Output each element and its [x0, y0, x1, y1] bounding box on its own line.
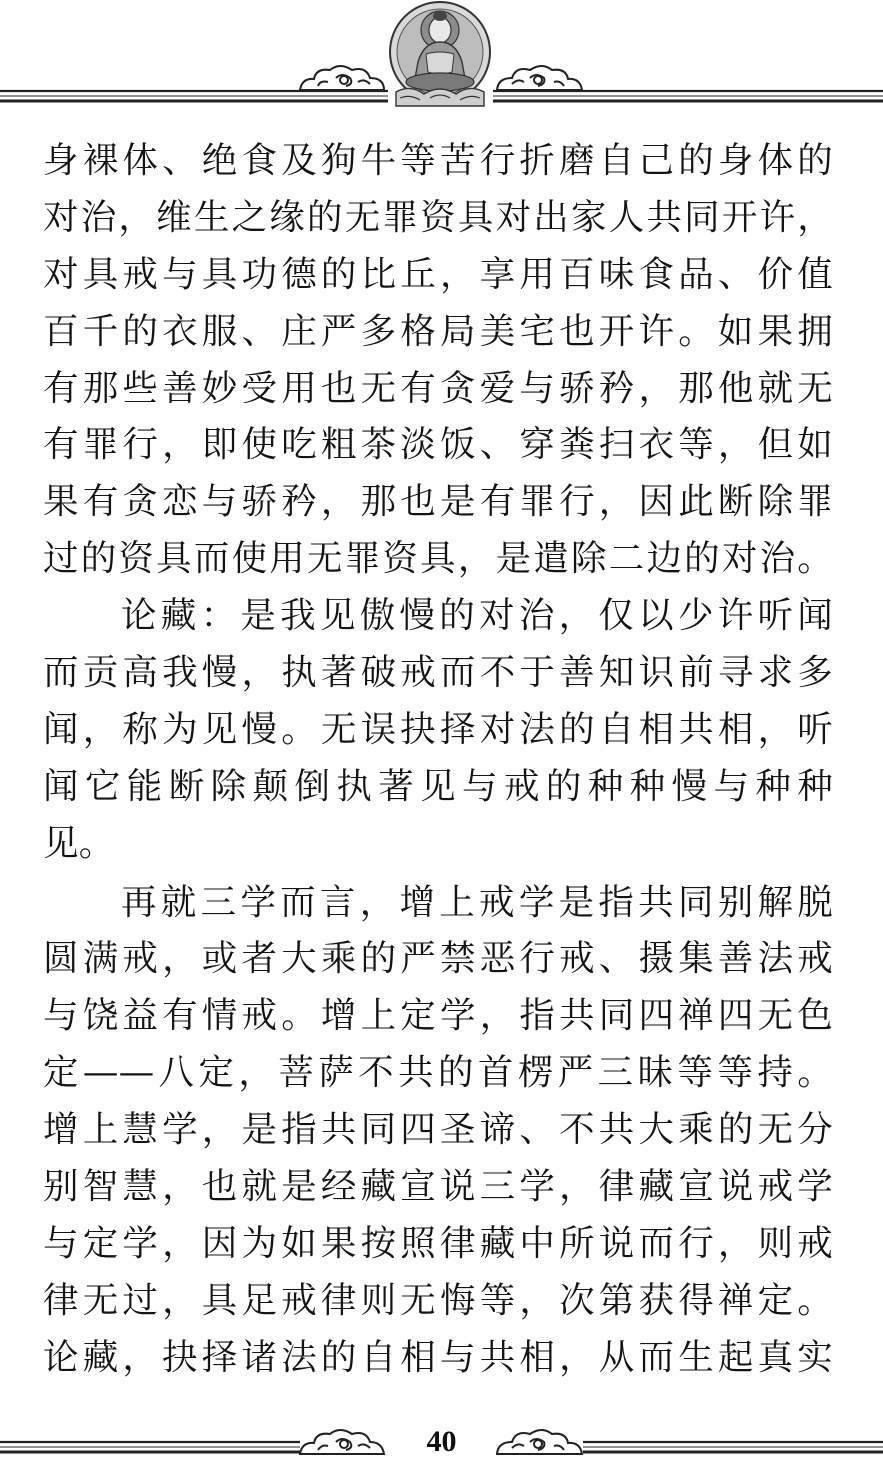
text-line: 过的资具而使用无罪资具，是遣除二边的对治。 — [43, 538, 833, 580]
paragraph-start-line: 论藏：是我见傲慢的对治，仅以少许听闻 — [121, 595, 833, 637]
paragraph-start-line: 再就三学而言，增上戒学是指共同别解脱 — [121, 881, 833, 923]
header-ornament — [0, 0, 883, 118]
text-line: 论藏，抉择诸法的自相与共相，从而生起真实 — [43, 1336, 833, 1378]
text-line: 与定学，因为如果按照律藏中所说而行，则戒 — [43, 1222, 833, 1264]
text-line: 有罪行，即使吃粗茶淡饭、穿粪扫衣等，但如 — [43, 424, 833, 466]
cloud-scroll-right-icon — [497, 66, 582, 90]
text-line: 与饶益有情戒。增上定学，指共同四禅四无色 — [43, 995, 833, 1037]
text-line: 身裸体、绝食及狗牛等苦行折磨自己的身体的 — [43, 140, 833, 181]
text-line: 百千的衣服、庄严多格局美宅也开许。如果拥 — [43, 310, 833, 352]
text-line: 闻，称为见慢。无误抉择对法的自相共相，听 — [43, 708, 833, 750]
text-line: 闻它能断除颠倒执著见与戒的种种慢与种种 — [43, 765, 833, 807]
text-line: 见。 — [43, 822, 115, 864]
body-text — [43, 133, 833, 1387]
text-line: 有那些善妙受用也无有贪爱与骄矜，那他就无 — [43, 367, 833, 409]
page-number: 40 — [426, 1425, 457, 1458]
text-line: 对具戒与具功德的比丘，享用百味食品、价值 — [43, 253, 833, 295]
text-line: 对治，维生之缘的无罪资具对出家人共同开许， — [43, 196, 833, 238]
text-line: 别智慧，也就是经藏宣说三学，律藏宣说戒学 — [43, 1166, 833, 1208]
cloud-scroll-left-icon — [300, 66, 384, 90]
text-line: 圆满戒，或者大乘的严禁恶行戒、摄集善法戒 — [43, 938, 833, 980]
text-line: 定——八定，菩萨不共的首楞严三昧等等持。 — [43, 1052, 833, 1094]
text-line: 增上慧学，是指共同四圣谛、不共大乘的无分 — [43, 1109, 833, 1151]
text-line: 果有贪恋与骄矜，那也是有罪行，因此断除罪 — [43, 481, 833, 523]
text-line: 而贡高我慢，执著破戒而不于善知识前寻求多 — [43, 652, 833, 694]
buddha-image-icon — [388, 2, 493, 110]
text-line: 律无过，具足戒律则无悔等，次第获得禅定。 — [43, 1279, 833, 1321]
